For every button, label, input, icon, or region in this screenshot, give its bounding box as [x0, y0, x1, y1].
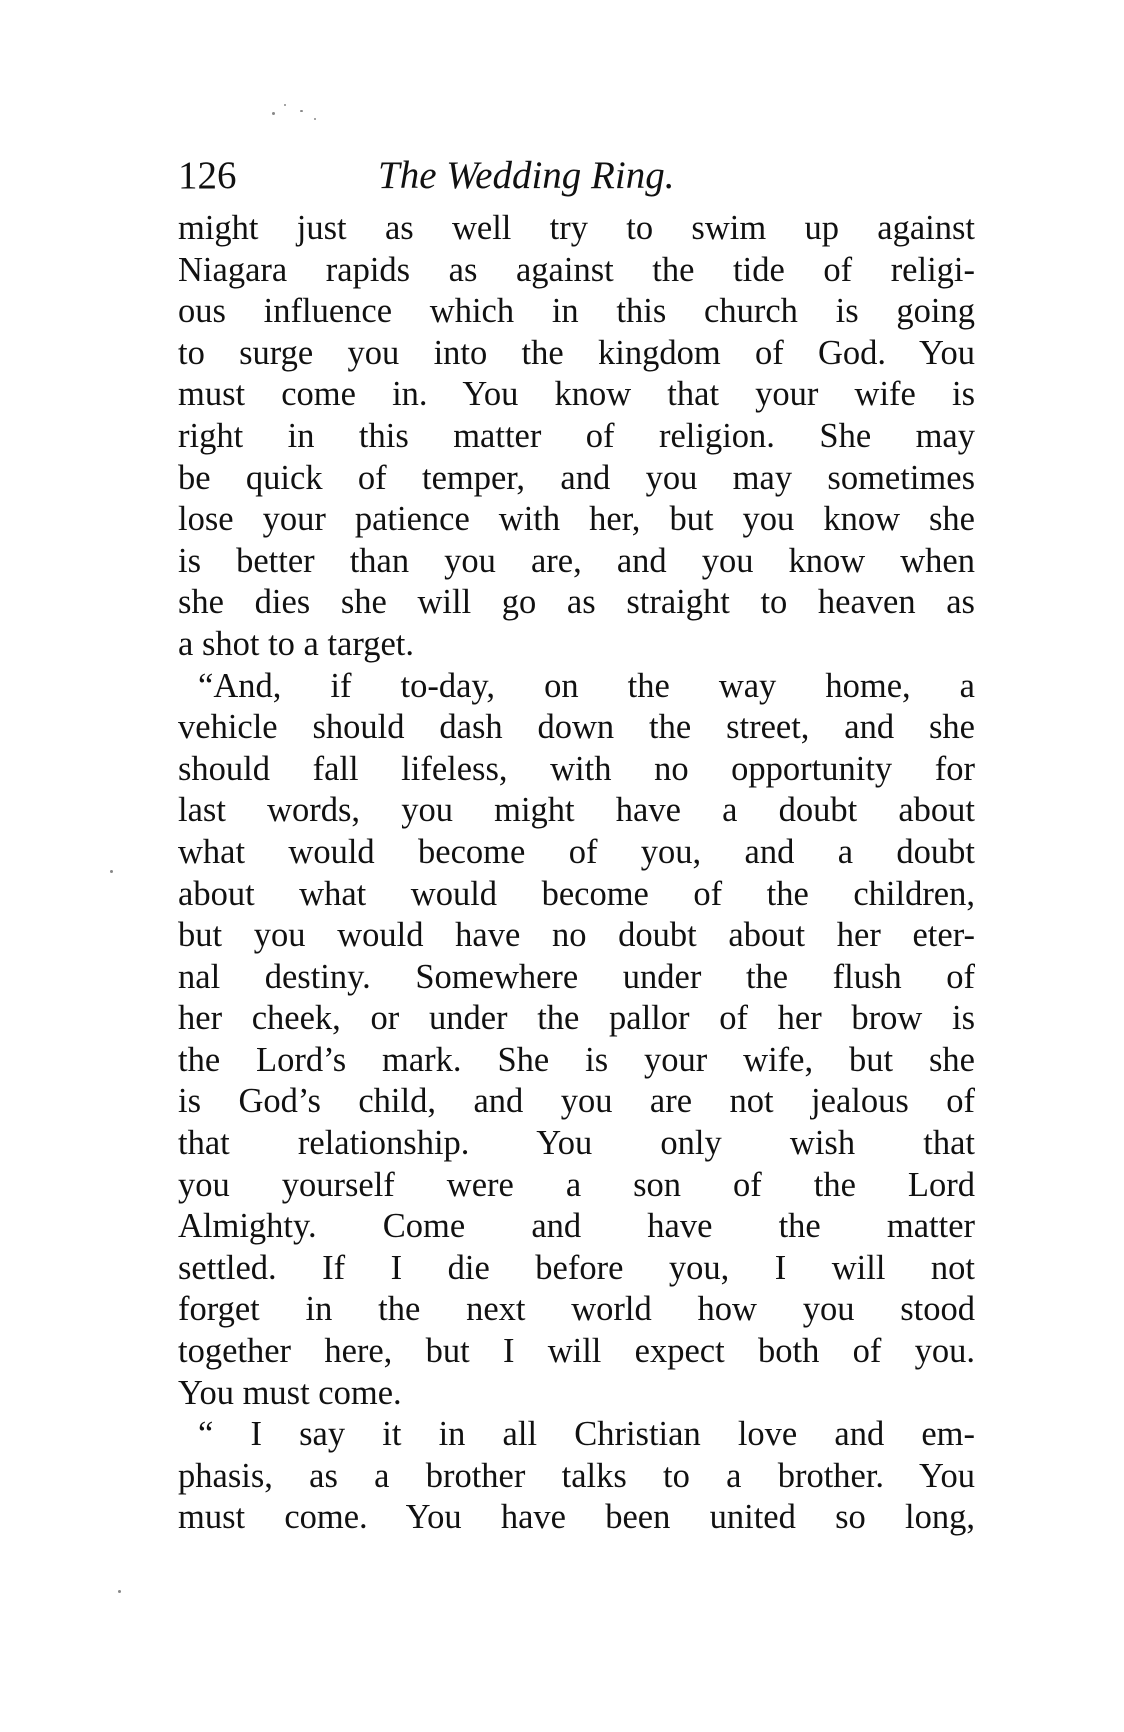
- text-line: must come. You have been united so long,: [178, 1498, 975, 1537]
- text-line: phasis, as a brother talks to a brother. You: [178, 1456, 975, 1495]
- text-line: should fall lifeless, with no opportunity for: [178, 749, 975, 788]
- text-line: last words, you might have a doubt about: [178, 791, 975, 830]
- text-line: Almighty. Come and have the matter: [178, 1207, 975, 1246]
- text-line: “And, if to-day, on the way home, a: [198, 666, 975, 705]
- scan-speck: [110, 870, 113, 873]
- running-title: The Wedding Ring.: [378, 154, 675, 197]
- text-line: a shot to a target.: [178, 624, 415, 663]
- text-line: might just as well try to swim up against: [178, 209, 975, 247]
- page-header: [178, 148, 978, 204]
- body-text: [178, 208, 975, 1539]
- text-line: her cheek, or under the pallor of her brow is: [178, 999, 975, 1038]
- text-line: that relationship. You only wish that: [178, 1124, 975, 1163]
- text-line: be quick of temper, and you may sometimes: [178, 458, 975, 497]
- text-line: is God’s child, and you are not jealous of: [178, 1082, 975, 1121]
- scan-speck: [272, 112, 275, 115]
- text-line: settled. If I die before you, I will not: [178, 1248, 975, 1287]
- text-line: vehicle should dash down the street, and she: [178, 708, 975, 747]
- text-line: she dies she will go as straight to heaven as: [178, 583, 975, 622]
- text-line: You must come.: [178, 1373, 402, 1412]
- text-line: lose your patience with her, but you know she: [178, 500, 975, 539]
- text-line: about what would become of the children,: [178, 874, 975, 913]
- text-line: nal destiny. Somewhere under the flush of: [178, 957, 975, 996]
- text-line: must come in. You know that your wife is: [178, 375, 975, 414]
- text-line: you yourself were a son of the Lord: [178, 1165, 975, 1204]
- text-line: is better than you are, and you know when: [178, 541, 975, 580]
- text-line: ous influence which in this church is going: [178, 292, 975, 331]
- text-line: but you would have no doubt about her eter-: [178, 916, 975, 955]
- scan-speck: [314, 118, 316, 120]
- text-line: what would become of you, and a doubt: [178, 832, 975, 871]
- text-line: to surge you into the kingdom of God. You: [178, 333, 975, 372]
- page-number: 126: [178, 154, 237, 197]
- text-line: Niagara rapids as against the tide of religi-: [178, 250, 975, 289]
- scan-speck: [118, 1590, 121, 1593]
- text-line: right in this matter of religion. She may: [178, 416, 975, 455]
- text-line: forget in the next world how you stood: [178, 1290, 975, 1329]
- text-line: the Lord’s mark. She is your wife, but she: [178, 1040, 975, 1079]
- scan-speck: [300, 110, 303, 112]
- text-line: together here, but I will expect both of you.: [178, 1332, 975, 1371]
- text-line: “ I say it in all Christian love and em-: [198, 1415, 975, 1454]
- scan-speck: [284, 104, 286, 106]
